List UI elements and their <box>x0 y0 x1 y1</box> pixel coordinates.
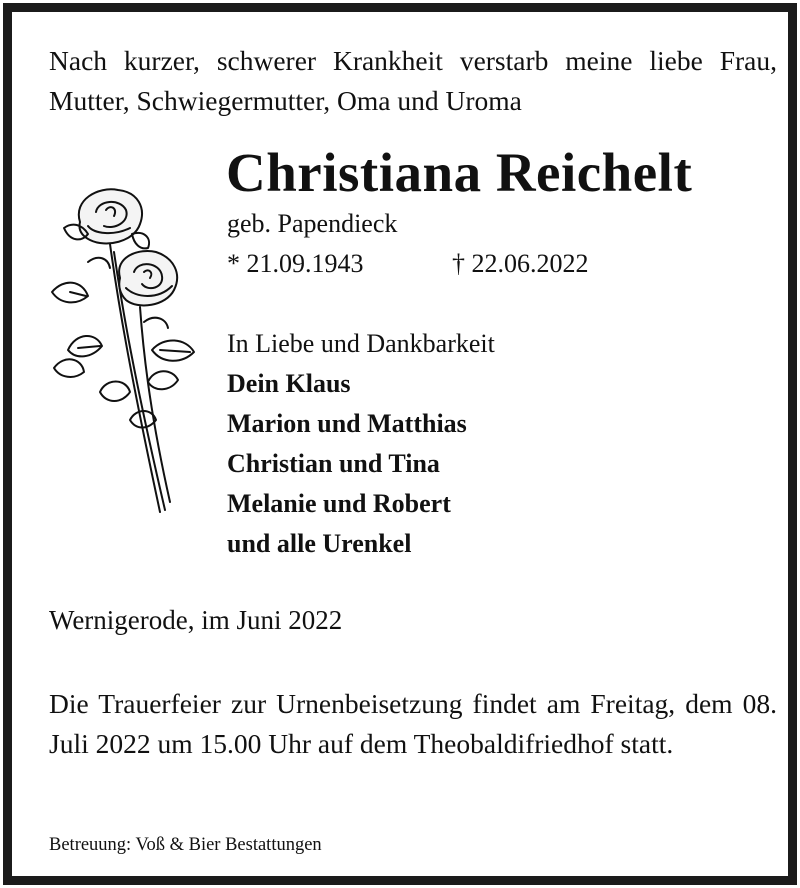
undertaker-text: Betreuung: Voß & Bier Bestattungen <box>49 835 322 855</box>
intro-text: Nach kurzer, schwerer Krankheit verstarb meine liebe Frau, Mutter, Schwiegermutter, Oma und Uroma <box>49 45 777 116</box>
death-date: † 22.06.2022 <box>452 249 589 278</box>
mourner-line: und alle Urenkel <box>227 529 412 558</box>
deceased-name: Christiana Reichelt <box>226 142 693 203</box>
mourner-line: Marion und Matthias <box>227 409 467 438</box>
greeting: In Liebe und Dankbarkeit <box>227 329 495 358</box>
rose-illustration-icon <box>48 182 204 522</box>
mourner-line: Dein Klaus <box>227 369 351 398</box>
ceremony-text: Die Trauerfeier zur Urnenbeisetzung findet am Freitag, dem 08. Juli 2022 um 15.00 Uhr auf dem Theobaldifriedhof statt. <box>49 688 777 759</box>
mourner-line: Melanie und Robert <box>227 489 451 518</box>
maiden-name: geb. Papendieck <box>227 209 398 238</box>
mourner-line: Christian und Tina <box>227 449 440 478</box>
birth-date: * 21.09.1943 <box>227 249 364 278</box>
place-date: Wernigerode, im Juni 2022 <box>49 605 343 635</box>
mourners-block <box>227 324 495 564</box>
notice-frame <box>3 3 797 885</box>
